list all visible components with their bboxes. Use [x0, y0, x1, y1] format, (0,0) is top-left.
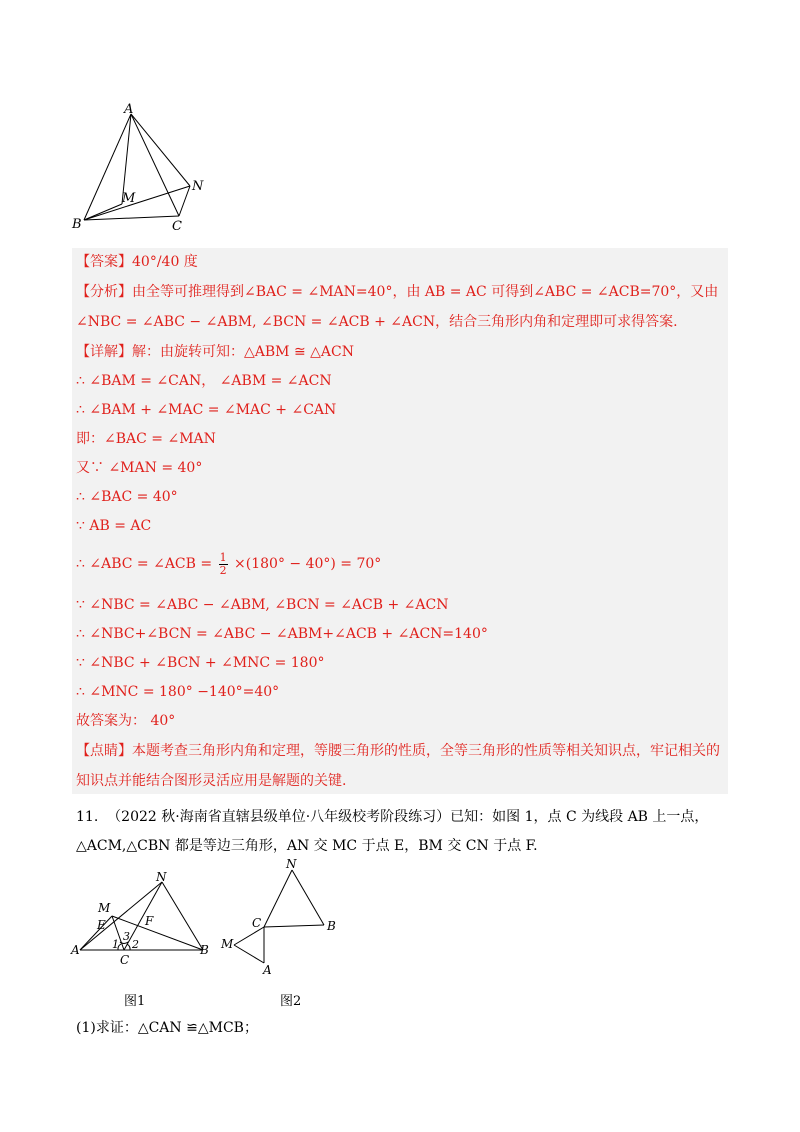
- answer-text: 40°/40 度: [132, 254, 198, 270]
- detail-step-10: ∴ ∠MNC = 180° −140°=40°: [76, 684, 280, 700]
- fig1-label-2: 2: [132, 938, 139, 951]
- fig2-label-B: B: [327, 919, 336, 933]
- fig1-label-1: 1: [112, 938, 119, 951]
- fig1-label-N: N: [156, 872, 167, 884]
- figure-top-triangle: [60, 100, 220, 235]
- label-C: C: [172, 219, 182, 234]
- detail-intro: 解：由旋转可知：△ABM ≅ △ACN: [132, 344, 354, 360]
- analysis-text-1: 由全等可推理得到∠BAC = ∠MAN=40°，由 AB = AC 可得到∠ABC = ∠ACB=70°，又由: [132, 284, 719, 300]
- frac-prefix: ∴ ∠ABC = ∠ACB =: [76, 556, 213, 572]
- label-B: B: [72, 217, 82, 232]
- detail-step-2: ∴ ∠BAM + ∠MAC = ∠MAC + ∠CAN: [76, 402, 337, 418]
- comment-line-2: 知识点并能结合图形灵活应用是解题的关键.: [76, 773, 347, 789]
- fig2-label-C: C: [252, 916, 262, 930]
- answer-tag: 【答案】: [76, 254, 132, 270]
- question-number: 11.: [76, 809, 99, 825]
- question-11-line-1: [76, 807, 708, 827]
- detail-step-6: ∵ AB = AC: [76, 518, 152, 534]
- frac-den: 2: [219, 563, 227, 577]
- detail-step-1: ∴ ∠BAM = ∠CAN， ∠ABM = ∠ACN: [76, 373, 332, 389]
- analysis-tag: 【分析】: [76, 284, 132, 300]
- question-11-part-1: (1)求证：△CAN ≌△MCB；: [76, 1020, 258, 1036]
- detail-intro-line: [76, 342, 354, 362]
- figure-1-caption: 图1: [124, 994, 146, 1009]
- label-A: A: [124, 102, 134, 117]
- question-source: （2022 秋·海南省直辖县级单位·八年级校考阶段练习）已知：如图 1，点 C 为线段 AB 上一点，: [107, 809, 709, 825]
- detail-step-4: 又∵ ∠MAN = 40°: [76, 460, 203, 476]
- frac-suffix: ×(180° − 40°) = 70°: [234, 556, 382, 572]
- fig2-label-A: A: [263, 963, 272, 977]
- fig1-label-3: 3: [123, 930, 130, 943]
- analysis-line-2: ∠NBC = ∠ABC − ∠ABM, ∠BCN = ∠ACB + ∠ACN，结合三角形内角和定理即可求得答案.: [76, 314, 678, 330]
- detail-step-3: 即：∠BAC = ∠MAN: [76, 431, 216, 447]
- question-11-line-2: △ACM,△CBN 都是等边三角形，AN 交 MC 于点 E，BM 交 CN 于点 F.: [76, 838, 538, 854]
- comment-text-1: 本题考查三角形内角和定理，等腰三角形的性质，全等三角形的性质等相关知识点，牢记相关的: [132, 743, 720, 759]
- analysis-line-1: [76, 282, 718, 302]
- detail-step-8: ∴ ∠NBC+∠BCN = ∠ABC − ∠ABM+∠ACB + ∠ACN=140°: [76, 626, 488, 642]
- fig1-label-M: M: [98, 901, 111, 915]
- fraction-half: [219, 552, 228, 577]
- detail-step-5: ∴ ∠BAC = 40°: [76, 489, 178, 505]
- figure-1-diagram: [68, 872, 218, 967]
- fig1-label-C: C: [120, 953, 130, 967]
- figure-2-caption: 图2: [280, 994, 302, 1009]
- label-N: N: [192, 179, 204, 194]
- detail-step-fraction: [76, 550, 381, 578]
- comment-tag: 【点睛】: [76, 743, 132, 759]
- fig1-label-F: F: [145, 914, 154, 928]
- fig1-label-E: E: [97, 918, 106, 932]
- fig2-label-M: M: [221, 937, 234, 951]
- detail-step-7: ∵ ∠NBC = ∠ABC − ∠ABM, ∠BCN = ∠ACB + ∠ACN: [76, 597, 449, 613]
- detail-tag: 【详解】: [76, 344, 132, 360]
- detail-step-11: 故答案为： 40°: [76, 713, 176, 729]
- answer-line: [76, 252, 198, 272]
- fig1-label-A: A: [71, 943, 80, 957]
- comment-line-1: [76, 741, 720, 761]
- frac-num: 1: [219, 550, 227, 564]
- detail-step-9: ∵ ∠NBC + ∠BCN + ∠MNC = 180°: [76, 655, 325, 671]
- fig1-label-B: B: [200, 943, 209, 957]
- figure-2-diagram: [216, 855, 346, 980]
- label-M: M: [122, 191, 136, 206]
- fig2-label-N: N: [286, 857, 297, 871]
